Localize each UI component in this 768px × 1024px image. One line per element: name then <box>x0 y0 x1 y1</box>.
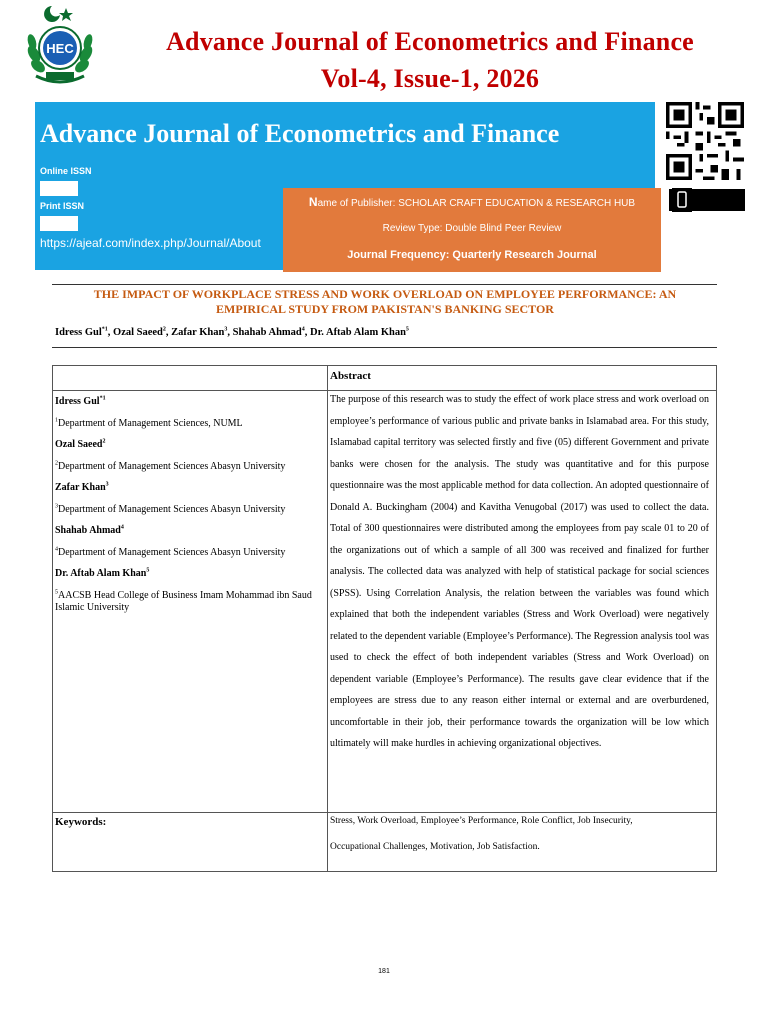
qr-code-icon <box>666 102 744 180</box>
affiliation-department: $^2$Department of Management Sciences Abasyn University <box>55 460 286 472</box>
volume-issue-title: Vol-4, Issue-1, 2026 <box>320 64 540 93</box>
publisher-name <box>283 195 661 209</box>
print-issn-box <box>40 216 78 231</box>
affiliation-author: Dr. Aftab Alam Khan$^5$ <box>55 567 150 579</box>
page-number: 181 <box>378 968 390 975</box>
affiliation-department: $^3$Department of Management Sciences Abasyn University <box>55 503 286 515</box>
svg-text:HEC: HEC <box>46 41 74 56</box>
publisher-initial: N <box>308 195 318 209</box>
review-type: Review Type: Double Blind Peer Review <box>382 223 562 234</box>
author-affiliations <box>55 391 325 614</box>
abstract-text: The purpose of this research was to study the effect of work place stress and work overload on employee’s performance of various public and private banks in Islamabad area. For this study, Islamabad capital territory was selected firstly and five (05) different Government and private banks were chosen for the analysis. The study was quantitative and for this purpose questionnaire was the most applicable method for data collection. An adopted questionnaire of Donald A. Buckingham (2004) and Kavitha Venugobal (2017) was used to collect the data. Total of 300 questionnaires were distributed among the employees from pay scale 01 to 20 of the organizations out of which a sample of all 300 was received and finalized for further analysis. The collected data was analyzed with help of statistical package for social sciences (SPSS). Using Correlation Analysis, the relation between the variables was found which explained that both the independent variables (Stress and Work Overload) were negatively related to the dependent variable (Employee’s Performance). The Regression analysis tool was used to check the effect of both independent variables (Stress and Work Overload) on dependent variable (Employee’s Performance). The results gave clear evidence that if the employees are stress due to any reason either internal or external and are overburdened, uncomfortable in their job, their performance towards the organization will be low which ultimately will make hurdles in achieving organizational objectives. <box>330 394 709 749</box>
journal-header-title: Advance Journal of Econometrics and Finance <box>166 27 694 56</box>
author-name: Idress Gul <box>55 327 102 338</box>
keywords-label: Keywords: <box>55 816 107 828</box>
title-bottom-rule <box>52 347 717 348</box>
author-sup: 4 <box>301 326 305 333</box>
affiliation-author: Zafar Khan$^3$ <box>55 481 109 493</box>
author-name: Shahab Ahmad <box>232 327 302 338</box>
author-name: Dr. Aftab Alam Khan <box>310 327 406 338</box>
author-sup: 3 <box>224 326 228 333</box>
article-title: THE IMPACT OF WORKPLACE STRESS AND WORK OVERLOAD ON EMPLOYEE PERFORMANCE: AN EMPIRICAL STUDY FROM PAKISTAN'S BANKING SECTOR <box>93 287 677 316</box>
banner-journal-title: Advance Journal of Econometrics and Finance <box>40 119 560 148</box>
affiliation-author: Shahab Ahmad$^4$ <box>55 524 124 536</box>
affiliation-author: Idress Gul$^{*1}$ <box>55 395 106 407</box>
author-name: Zafar Khan <box>171 327 225 338</box>
online-issn-box <box>40 181 78 196</box>
affiliation-author: Ozal Saeed$^2$ <box>55 438 106 450</box>
table-keywords-divider <box>53 812 716 813</box>
affiliation-department: $^4$Department of Management Sciences Abasyn University <box>55 546 286 558</box>
author-name: Ozal Saeed <box>113 327 163 338</box>
authors-line: Idress Gul$^{*1}$, Ozal Saeed$^2$, Zafar Khan$^3$, Shahab Ahmad$^4$, Dr. Aftab Alam Khan$^5$ <box>55 326 409 338</box>
affiliation-department: $^5$AACSB Head College of Business Imam Mohammad ibn Saud Islamic University <box>55 589 312 613</box>
author-sup: 2 <box>162 326 166 333</box>
author-sup: *1 <box>101 326 108 333</box>
journal-frequency: Journal Frequency: Quarterly Research Journal <box>347 249 597 261</box>
title-top-rule <box>52 284 717 285</box>
keywords-line-2: Occupational Challenges, Motivation, Job Satisfaction. <box>330 842 540 852</box>
author-sup: 5 <box>405 326 409 333</box>
hec-logo-icon <box>22 4 98 86</box>
keywords-line-1: Stress, Work Overload, Employee’s Performance, Role Conflict, Job Insecurity, <box>330 816 633 826</box>
mobile-phone-icon <box>672 188 692 212</box>
online-issn-label: Online ISSN <box>40 166 92 176</box>
table-column-divider <box>327 366 328 871</box>
affiliation-department: $^1$Department of Management Sciences, NUML <box>55 417 243 429</box>
print-issn-label: Print ISSN <box>40 201 85 211</box>
journal-url-link[interactable]: https://ajeaf.com/index.php/Journal/About <box>40 236 261 250</box>
abstract-heading: Abstract <box>330 370 371 382</box>
publisher-name-text: ame of Publisher: SCHOLAR CRAFT EDUCATION & RESEARCH HUB <box>317 198 636 209</box>
